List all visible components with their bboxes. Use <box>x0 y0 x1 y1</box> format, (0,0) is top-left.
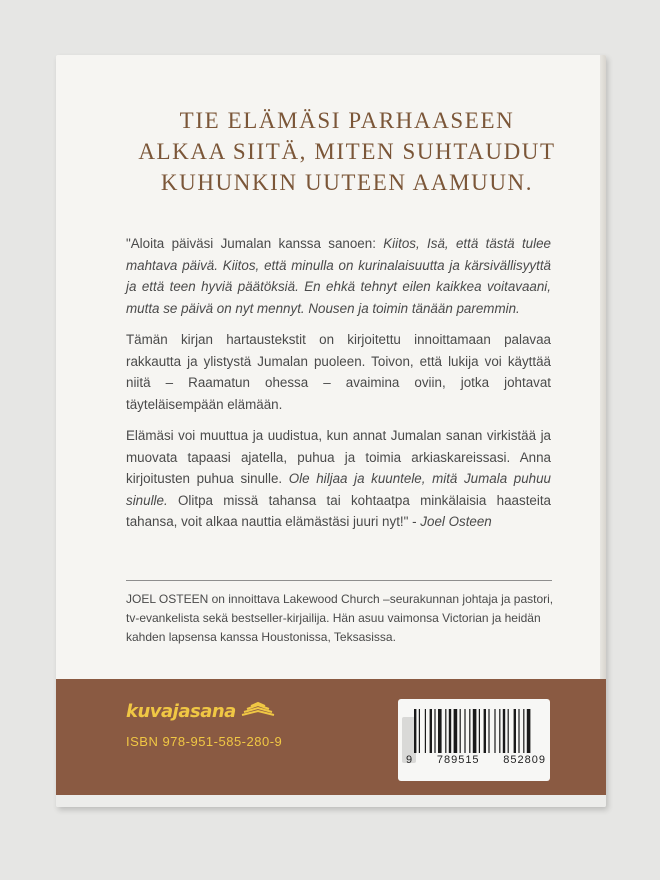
divider <box>126 580 552 581</box>
barcode-bar <box>508 709 509 753</box>
headline-line-3: KUHUNKIN UUTEEN AAMUUN. <box>160 170 534 195</box>
barcode-bar <box>438 709 442 753</box>
publisher-footer <box>56 679 606 795</box>
headline-line-1: TIE ELÄMÄSI PARHAASEEN <box>179 108 515 133</box>
book-back-cover <box>56 55 606 807</box>
barcode-bar <box>479 709 480 753</box>
publisher-logo <box>126 701 276 722</box>
paragraph3-text-a: Elämäsi voi muuttua ja uudistua, kun annat Jumalan sanan virkistää ja muovata tapaasi ajatella, puhua ja toimia arkiaskareissasi. Anna kirjoitusten puhua sinulle. <box>126 428 551 486</box>
barcode-bar <box>503 709 505 753</box>
barcode-bar <box>499 709 500 753</box>
quote-attribution: Joel Osteen <box>420 514 492 529</box>
blurb-paragraph-1 <box>126 233 551 319</box>
barcode-bar <box>434 709 435 753</box>
paragraph3-italic: Ole hiljaa ja kuuntele, mitä Jumala puhuu sinulle. <box>126 471 551 508</box>
barcode-bar <box>469 709 470 753</box>
barcode-bar <box>518 709 519 753</box>
quote-intro: "Aloita päiväsi Jumalan kanssa sanoen: <box>126 236 384 251</box>
barcode-bar <box>473 709 477 753</box>
barcode-bar <box>484 709 486 753</box>
publisher-logo-text: kuvajasana <box>126 701 236 722</box>
barcode-bar <box>454 709 458 753</box>
barcode-bar <box>494 709 495 753</box>
isbn: ISBN 978-951-585-280-9 <box>126 734 283 749</box>
barcode-bar <box>425 709 426 753</box>
open-book-icon <box>240 701 276 722</box>
blurb-paragraph-3 <box>126 425 551 533</box>
barcode-group-1: 789515 <box>436 754 480 766</box>
barcode-digit-first: 9 <box>406 754 414 766</box>
barcode-bar <box>414 709 416 753</box>
barcode-bar <box>419 709 420 753</box>
blurb-paragraph-2: Tämän kirjan hartaustekstit on kirjoitettu innoittamaan palavaa rakkautta ja ylistystä Jumalan puoleen. Toivon, että lukija voi käyttää niitä – Raamatun ohessa – avaimina oviin, jotka johtavat täyteläisempään elämään. <box>126 332 551 412</box>
barcode-bar <box>449 709 451 753</box>
quote-prayer: Kiitos, Isä, että tästä tulee mahtava päivä. Kiitos, että minulla on kurinalaisuutta ja kärsivällisyyttä ja että teen hyviä päätöksiä. En ehkä tehnyt eilen kaikkea voitavaani, mutta se päivä on nyt mennyt. Nousen ja toimin tänään paremmin. <box>126 236 551 316</box>
paragraph3-text-c: Olitpa missä tahansa tai kohtaatpa minkälaisia haasteita tahansa, voit alkaa nauttia elämästäsi juuri nyt!" - <box>126 492 551 529</box>
barcode-bars <box>412 709 540 753</box>
headline-line-2: ALKAA SIITÄ, MITEN SUHTAUDUT <box>138 139 556 164</box>
headline <box>112 105 582 198</box>
blurb <box>126 233 551 543</box>
barcode-bar <box>464 709 465 753</box>
barcode-bar <box>445 709 446 753</box>
author-bio: JOEL OSTEEN on innoittava Lakewood Church –seurakunnan johtaja ja pastori, tv-evankelista sekä bestseller-kirjailija. Hän asuu vaimonsa Victorian ja heidän kahden lapsensa kanssa Houstonissa, Teksasissa. <box>126 592 554 644</box>
barcode-bar <box>514 709 516 753</box>
barcode-bar <box>460 709 461 753</box>
barcode-bar <box>523 709 524 753</box>
barcode-bar <box>488 709 489 753</box>
barcode-bar <box>430 709 432 753</box>
barcode-digits <box>406 754 546 766</box>
barcode-label <box>398 699 550 781</box>
barcode-bar <box>527 709 531 753</box>
bottom-edge <box>56 795 606 807</box>
barcode-group-2: 852809 <box>503 754 546 766</box>
